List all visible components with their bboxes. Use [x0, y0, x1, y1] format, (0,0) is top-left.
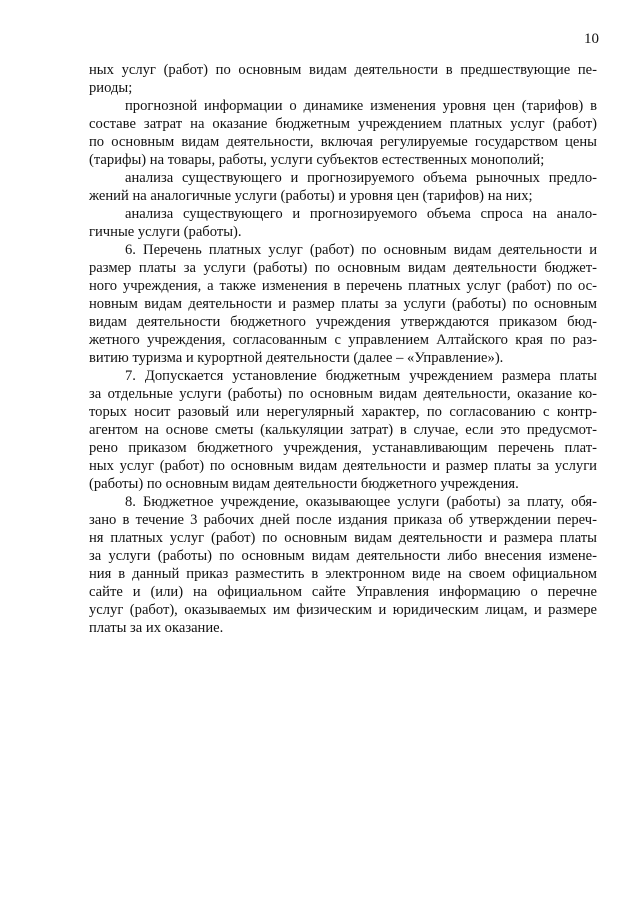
text-line: ния в данный приказ разместить в электронном виде на своем официальном	[89, 566, 597, 582]
text-line: витию туризма и курортной деятельности (далее – «Управление»).	[89, 350, 504, 366]
text-line: ных услуг (работ) по основным видам деятельности в предшествующие пе-	[89, 62, 597, 78]
text-line: размер платы за услуги (работы) по основным видам деятельности бюджет-	[89, 260, 597, 276]
text-line: ня платных услуг (работ) по основным видам деятельности и размера платы	[89, 530, 597, 546]
text-line: ных услуг (работ) по основным видам деятельности и размер платы за услуги	[89, 458, 597, 474]
text-line: платы за их оказание.	[89, 620, 224, 636]
text-line: составе затрат на оказание бюджетным учреждением платных услуг (работ)	[89, 116, 597, 132]
text-line: жений на аналогичные услуги (работы) и уровня цен (тарифов) на них;	[89, 188, 533, 204]
page-number: 10	[584, 31, 599, 47]
text-line: новным видам деятельности и размер платы за услуги (работы) по основным	[89, 296, 597, 312]
text-line: по основным видам деятельности, включая регулируемые государством цены	[89, 134, 597, 150]
text-line: ного учреждения, а также изменения в перечень платных услуг (работ) по ос-	[89, 278, 597, 294]
text-line: сайте и (или) на официальном сайте Управления информацию о перечне	[89, 584, 597, 600]
text-line: прогнозной информации о динамике изменения уровня цен (тарифов) в	[125, 98, 597, 114]
text-line: 8. Бюджетное учреждение, оказывающее услуги (работы) за плату, обя-	[125, 494, 597, 510]
text-line: (тарифы) на товары, работы, услуги субъектов естественных монополий;	[89, 152, 545, 168]
text-line: жетного учреждения, согласованным с управлением Алтайского края по раз-	[89, 332, 597, 348]
text-line: услуг (работ), оказываемых им физическим и юридическим лицам, и размере	[89, 602, 597, 618]
text-line: агентом на основе сметы (калькуляции затрат) в случае, если это предусмот-	[89, 422, 597, 438]
text-line: торых носит разовый или нерегулярный характер, по согласованию с контр-	[89, 404, 597, 420]
text-line: риоды;	[89, 80, 133, 96]
text-line: за услуги (работы) по основным видам деятельности либо внесения измене-	[89, 548, 597, 564]
text-line: рено приказом бюджетного учреждения, устанавливающим перечень плат-	[89, 440, 597, 456]
text-line: 7. Допускается установление бюджетным учреждением размера платы	[125, 368, 597, 384]
text-line: (работы) по основным видам деятельности бюджетного учреждения.	[89, 476, 519, 492]
text-line: анализа существующего и прогнозируемого объема рыночных предло-	[125, 170, 597, 186]
text-line: 6. Перечень платных услуг (работ) по основным видам деятельности и	[125, 242, 597, 258]
text-line: за отдельные услуги (работы) по основным видам деятельности, оказание ко-	[89, 386, 597, 402]
text-line: зано в течение 3 рабочих дней после издания приказа об утверждении переч-	[89, 512, 597, 528]
text-line: гичные услуги (работы).	[89, 224, 242, 240]
text-line: видам деятельности бюджетного учреждения утверждаются приказом бюд-	[89, 314, 597, 330]
text-line: анализа существующего и прогнозируемого объема спроса на анало-	[125, 206, 597, 222]
